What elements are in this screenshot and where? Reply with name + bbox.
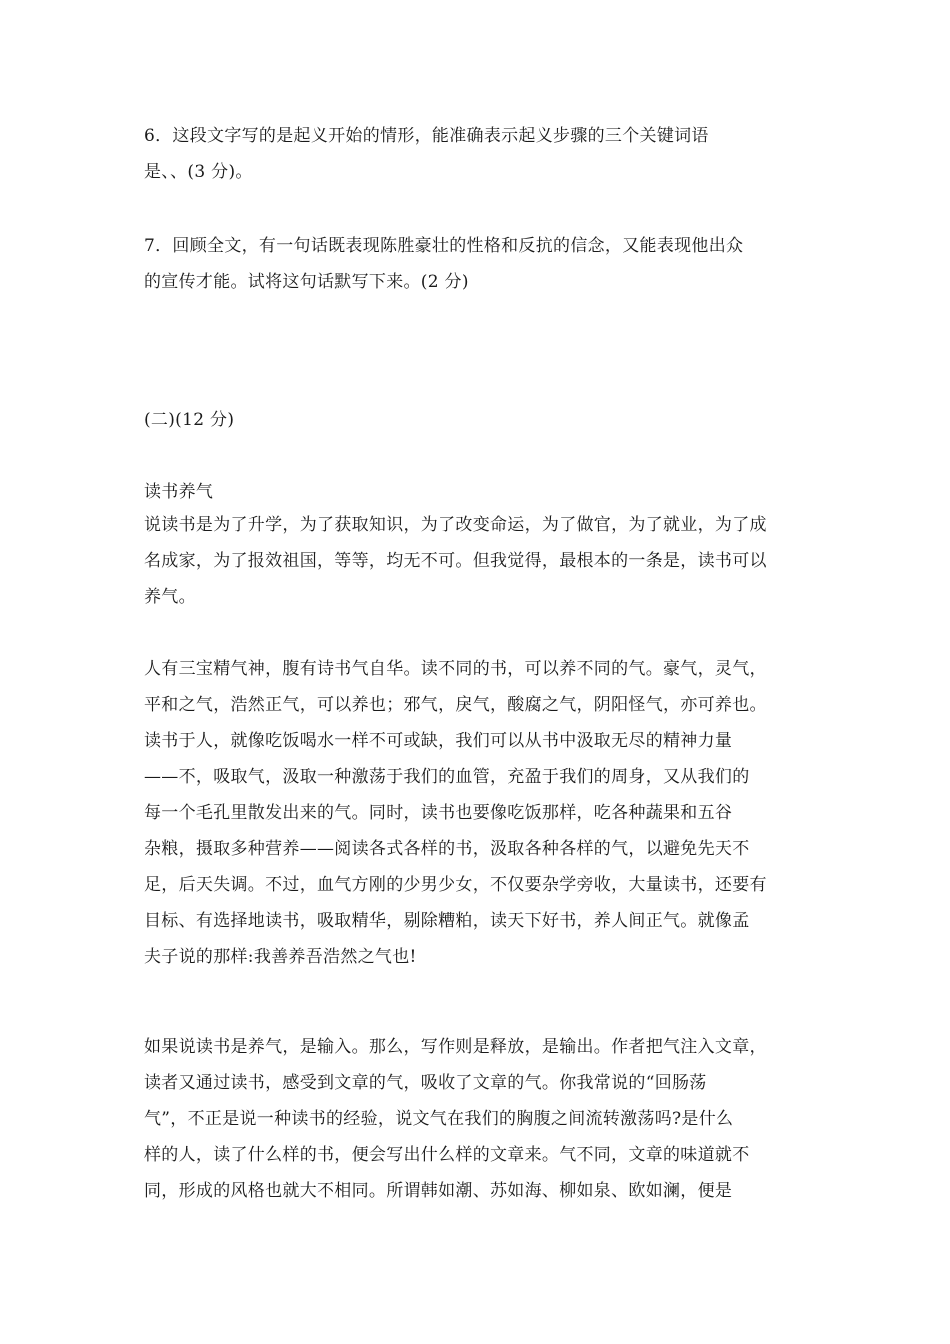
question-7	[144, 228, 804, 300]
paragraph-3	[144, 1029, 804, 1209]
question-6-text: 6．这段文字写的是起义开始的情形，能准确表示起义步骤的三个关键词语 是、、(3 分)。	[144, 126, 709, 182]
paragraph-2	[144, 651, 804, 975]
question-6	[144, 118, 804, 190]
paragraph-1	[144, 507, 804, 615]
section-heading	[144, 402, 804, 438]
article-title-text: 读书养气	[144, 482, 214, 502]
question-7-text: 7．回顾全文，有一句话既表现陈胜豪壮的性格和反抗的信念，又能表现他出众 的宣传才能。试将这句话默写下来。(2 分)	[144, 236, 744, 292]
paragraph-1-text: 说读书是为了升学，为了获取知识，为了改变命运，为了做官，为了就业，为了成 名成家，为了报效祖国，等等，均无不可。但我觉得，最根本的一条是，读书可以 养气。	[144, 515, 767, 607]
section-heading-text: (二)(12 分)	[144, 410, 235, 430]
paragraph-2-text: 人有三宝精气神，腹有诗书气自华。读不同的书，可以养不同的气。豪气，灵气， 平和之气，浩然正气，可以养也；邪气，戾气，酸腐之气，阴阳怪气，亦可养也。 读书于人，就像吃饭喝水一样不可或缺，我们可以从书中汲取无尽的精神力量 ——不，吸取气，汲取一种激荡于我们的血管，充盈于我们的周身，又从我们的 每一个毛孔里散发出来的气。同时，读书也要像吃饭那样，吃各种蔬果和五谷 杂粮，摄取多种营养——阅读各式各样的书，汲取各种各样的气，以避免先天不 足，后天失调。不过，血气方刚的少男少女，不仅要杂学旁收，大量读书，还要有 目标、有选择地读书，吸取精华，剔除糟粕，读天下好书，养人间正气。就像孟 夫子说的那样:我善养吾浩然之气也!	[144, 659, 767, 967]
paragraph-3-text: 如果说读书是养气，是输入。那么，写作则是释放，是输出。作者把气注入文章， 读者又通过读书，感受到文章的气，吸收了文章的气。你我常说的“回肠荡 气”，不正是说一种读书的经验，说文气在我们的胸腹之间流转激荡吗?是什么 样的人，读了什么样的书，便会写出什么样的文章来。气不同，文章的味道就不 同，形成的风格也就大不相同。所谓韩如潮、苏如海、柳如泉、欧如澜，便是	[144, 1037, 767, 1201]
article-title	[144, 474, 804, 510]
